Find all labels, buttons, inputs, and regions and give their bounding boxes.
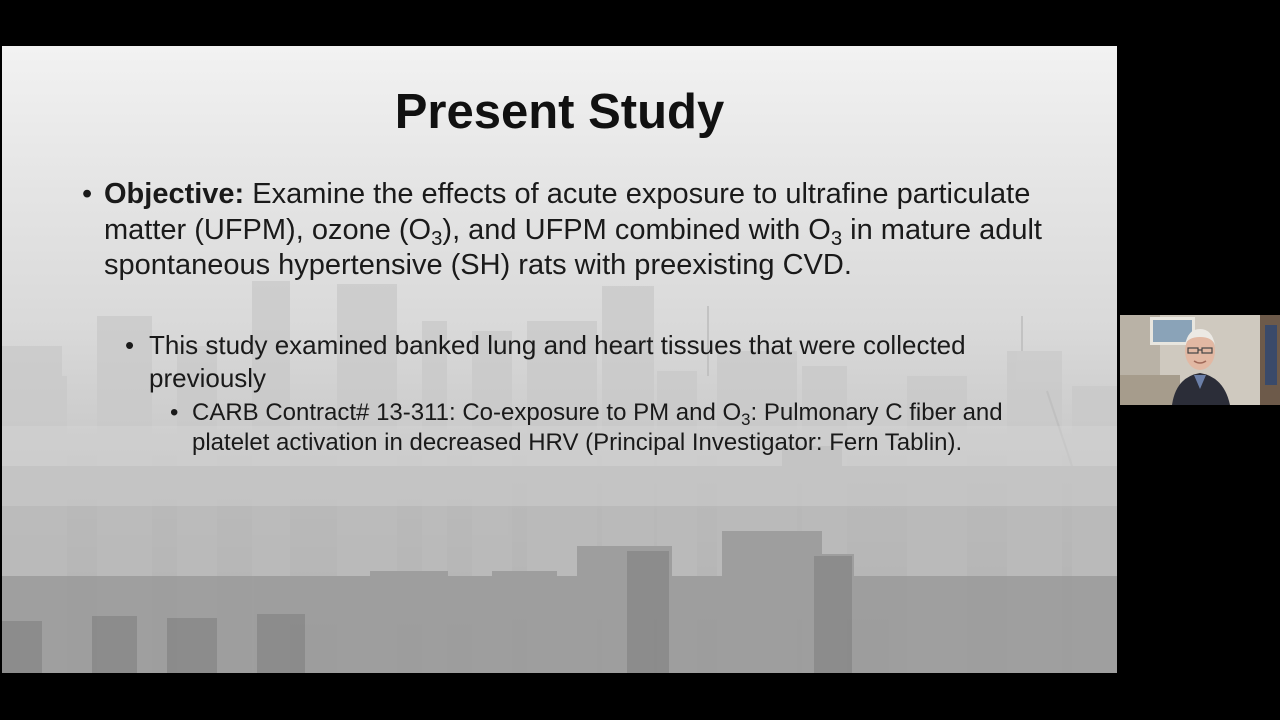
bullet-glyph: • — [125, 330, 135, 360]
objective-text-part-3: in mature adult spontaneous hypertensive (SH) rats with preexisting CVD. — [104, 213, 1042, 281]
speaker-video-feed — [1120, 315, 1280, 405]
contract-text-part-2: : Pulmonary C fiber and platelet activation in decreased HRV (Principal Investigator: Fern Tablin). — [192, 399, 1003, 456]
bullet-glyph: • — [170, 399, 179, 426]
speaker-video-tile[interactable] — [1120, 315, 1280, 405]
banked-tissue-bullet — [125, 329, 1029, 395]
objective-text-part-1: Examine the effects of acute exposure to ultrafine particulate matter (UFPM), ozone (O — [104, 178, 1031, 246]
objective-bullet — [82, 177, 1064, 284]
bullet-glyph: • — [82, 178, 93, 210]
shared-slide — [2, 46, 1117, 673]
contract-bullet — [170, 398, 1072, 458]
contract-text-part-1: CARB Contract# 13-311: Co-exposure to PM and O — [192, 399, 742, 426]
ozone-subscript: 3 — [431, 227, 443, 250]
ozone-subscript: 3 — [741, 410, 751, 430]
slide-title: Present Study — [394, 85, 725, 139]
objective-text-part-2: ), and UFPM combined with O — [442, 213, 831, 246]
ozone-subscript: 3 — [830, 227, 843, 250]
objective-label: Objective: — [104, 178, 245, 210]
banked-tissue-text: This study examined banked lung and heart tissues that were collected previously — [149, 330, 966, 393]
